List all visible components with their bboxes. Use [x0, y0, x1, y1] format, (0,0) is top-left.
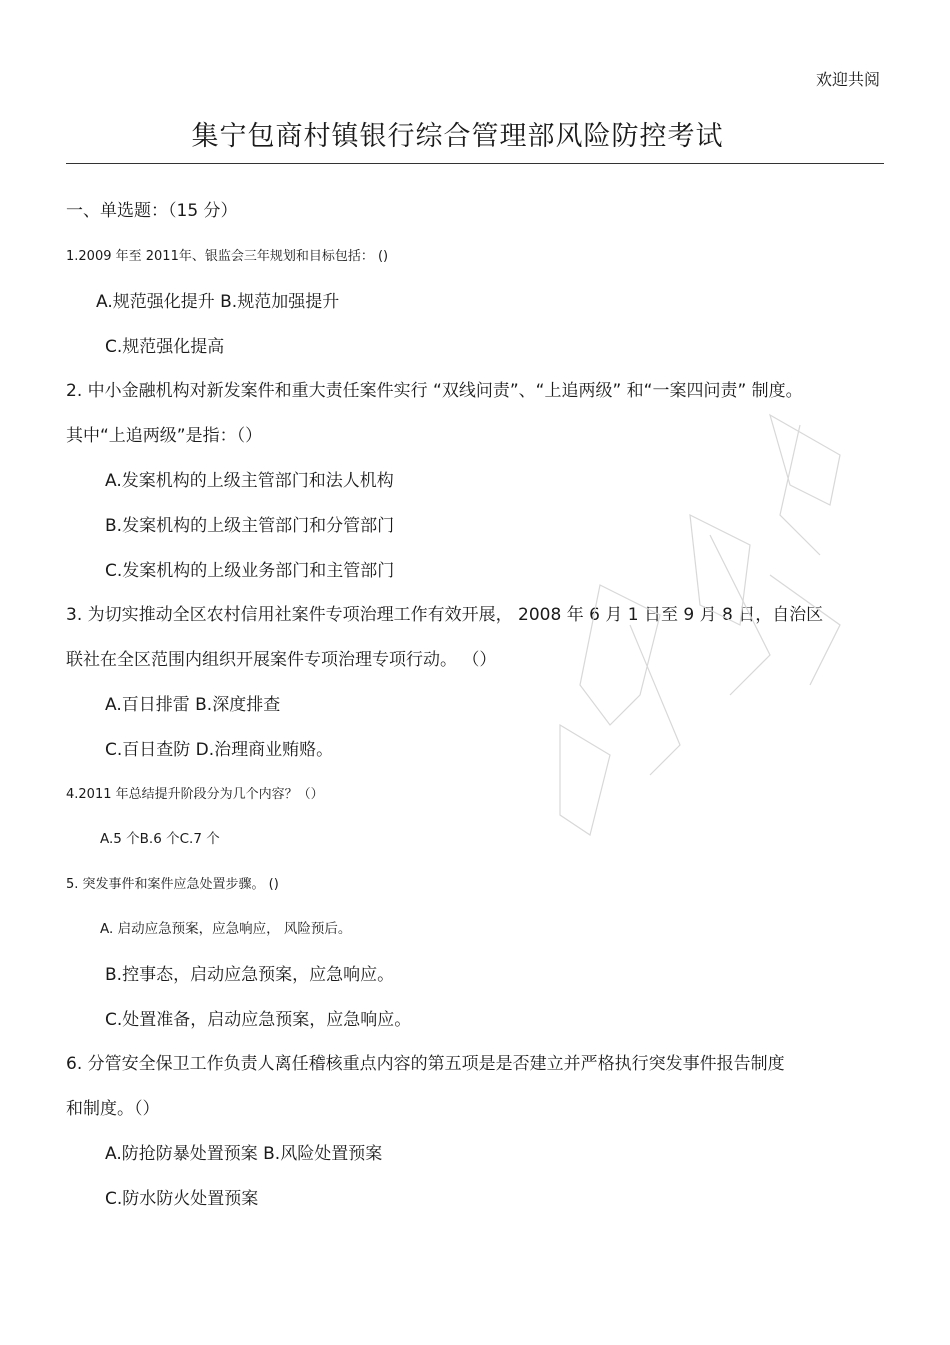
question-6: 6. 分管安全保卫工作负责人离任稽核重点内容的第五项是是否建立并严格执行突发事件报告制度 — [66, 1054, 785, 1074]
question-5-option-b: B.控事态，启动应急预案，应急响应。 — [105, 965, 395, 985]
question-5: 5. 突发事件和案件应急处置步骤。 () — [66, 877, 279, 892]
question-3-options-ab: A.百日排雷 B.深度排查 — [105, 695, 281, 715]
question-6-options-ab: A.防抢防暴处置预案 B.风险处置预案 — [105, 1144, 383, 1164]
question-3-options-cd: C.百日查防 D.治理商业贿赂。 — [105, 740, 334, 760]
question-2: 2. 中小金融机构对新发案件和重大责任案件实行 “双线问责”、“上追两级” 和“一案四问责” 制度。 — [66, 381, 803, 401]
question-4-options: A.5 个B.6 个C.7 个 — [100, 831, 220, 847]
question-1-option-c: C.规范强化提高 — [105, 337, 225, 357]
question-5-option-c: C.处置准备，启动应急预案，应急响应。 — [105, 1010, 412, 1030]
question-2-option-a: A.发案机构的上级主管部门和法人机构 — [105, 471, 394, 491]
question-3: 3. 为切实推动全区农村信用社案件专项治理工作有效开展， 2008 年 6 月 1 日至 9 月 8 日，自治区 — [66, 605, 824, 625]
question-1: 1.2009 年至 2011年、银监会三年规划和目标包括： () — [66, 249, 389, 264]
watermark-icon — [540, 395, 870, 865]
question-6-continued: 和制度。（） — [66, 1099, 160, 1119]
header-note: 欢迎共阅 — [815, 70, 880, 89]
question-2-continued: 其中“上追两级”是指：（） — [66, 426, 263, 446]
section-heading: 一、单选题：（15 分） — [66, 201, 238, 221]
title-divider — [66, 163, 884, 164]
question-2-option-c: C.发案机构的上级业务部门和主管部门 — [105, 561, 395, 581]
question-2-option-b: B.发案机构的上级主管部门和分管部门 — [105, 516, 395, 536]
question-5-option-a: A. 启动应急预案，应急响应， 风险预后。 — [100, 921, 352, 937]
question-1-options-ab: A.规范强化提升 B.规范加强提升 — [96, 292, 340, 312]
question-6-option-c: C.防水防火处置预案 — [105, 1189, 259, 1209]
question-4: 4.2011 年总结提升阶段分为几个内容？（） — [66, 787, 324, 802]
question-3-continued: 联社在全区范围内组织开展案件专项治理专项行动。 （） — [66, 650, 497, 670]
page-title: 集宁包商村镇银行综合管理部风险防控考试 — [191, 121, 724, 152]
